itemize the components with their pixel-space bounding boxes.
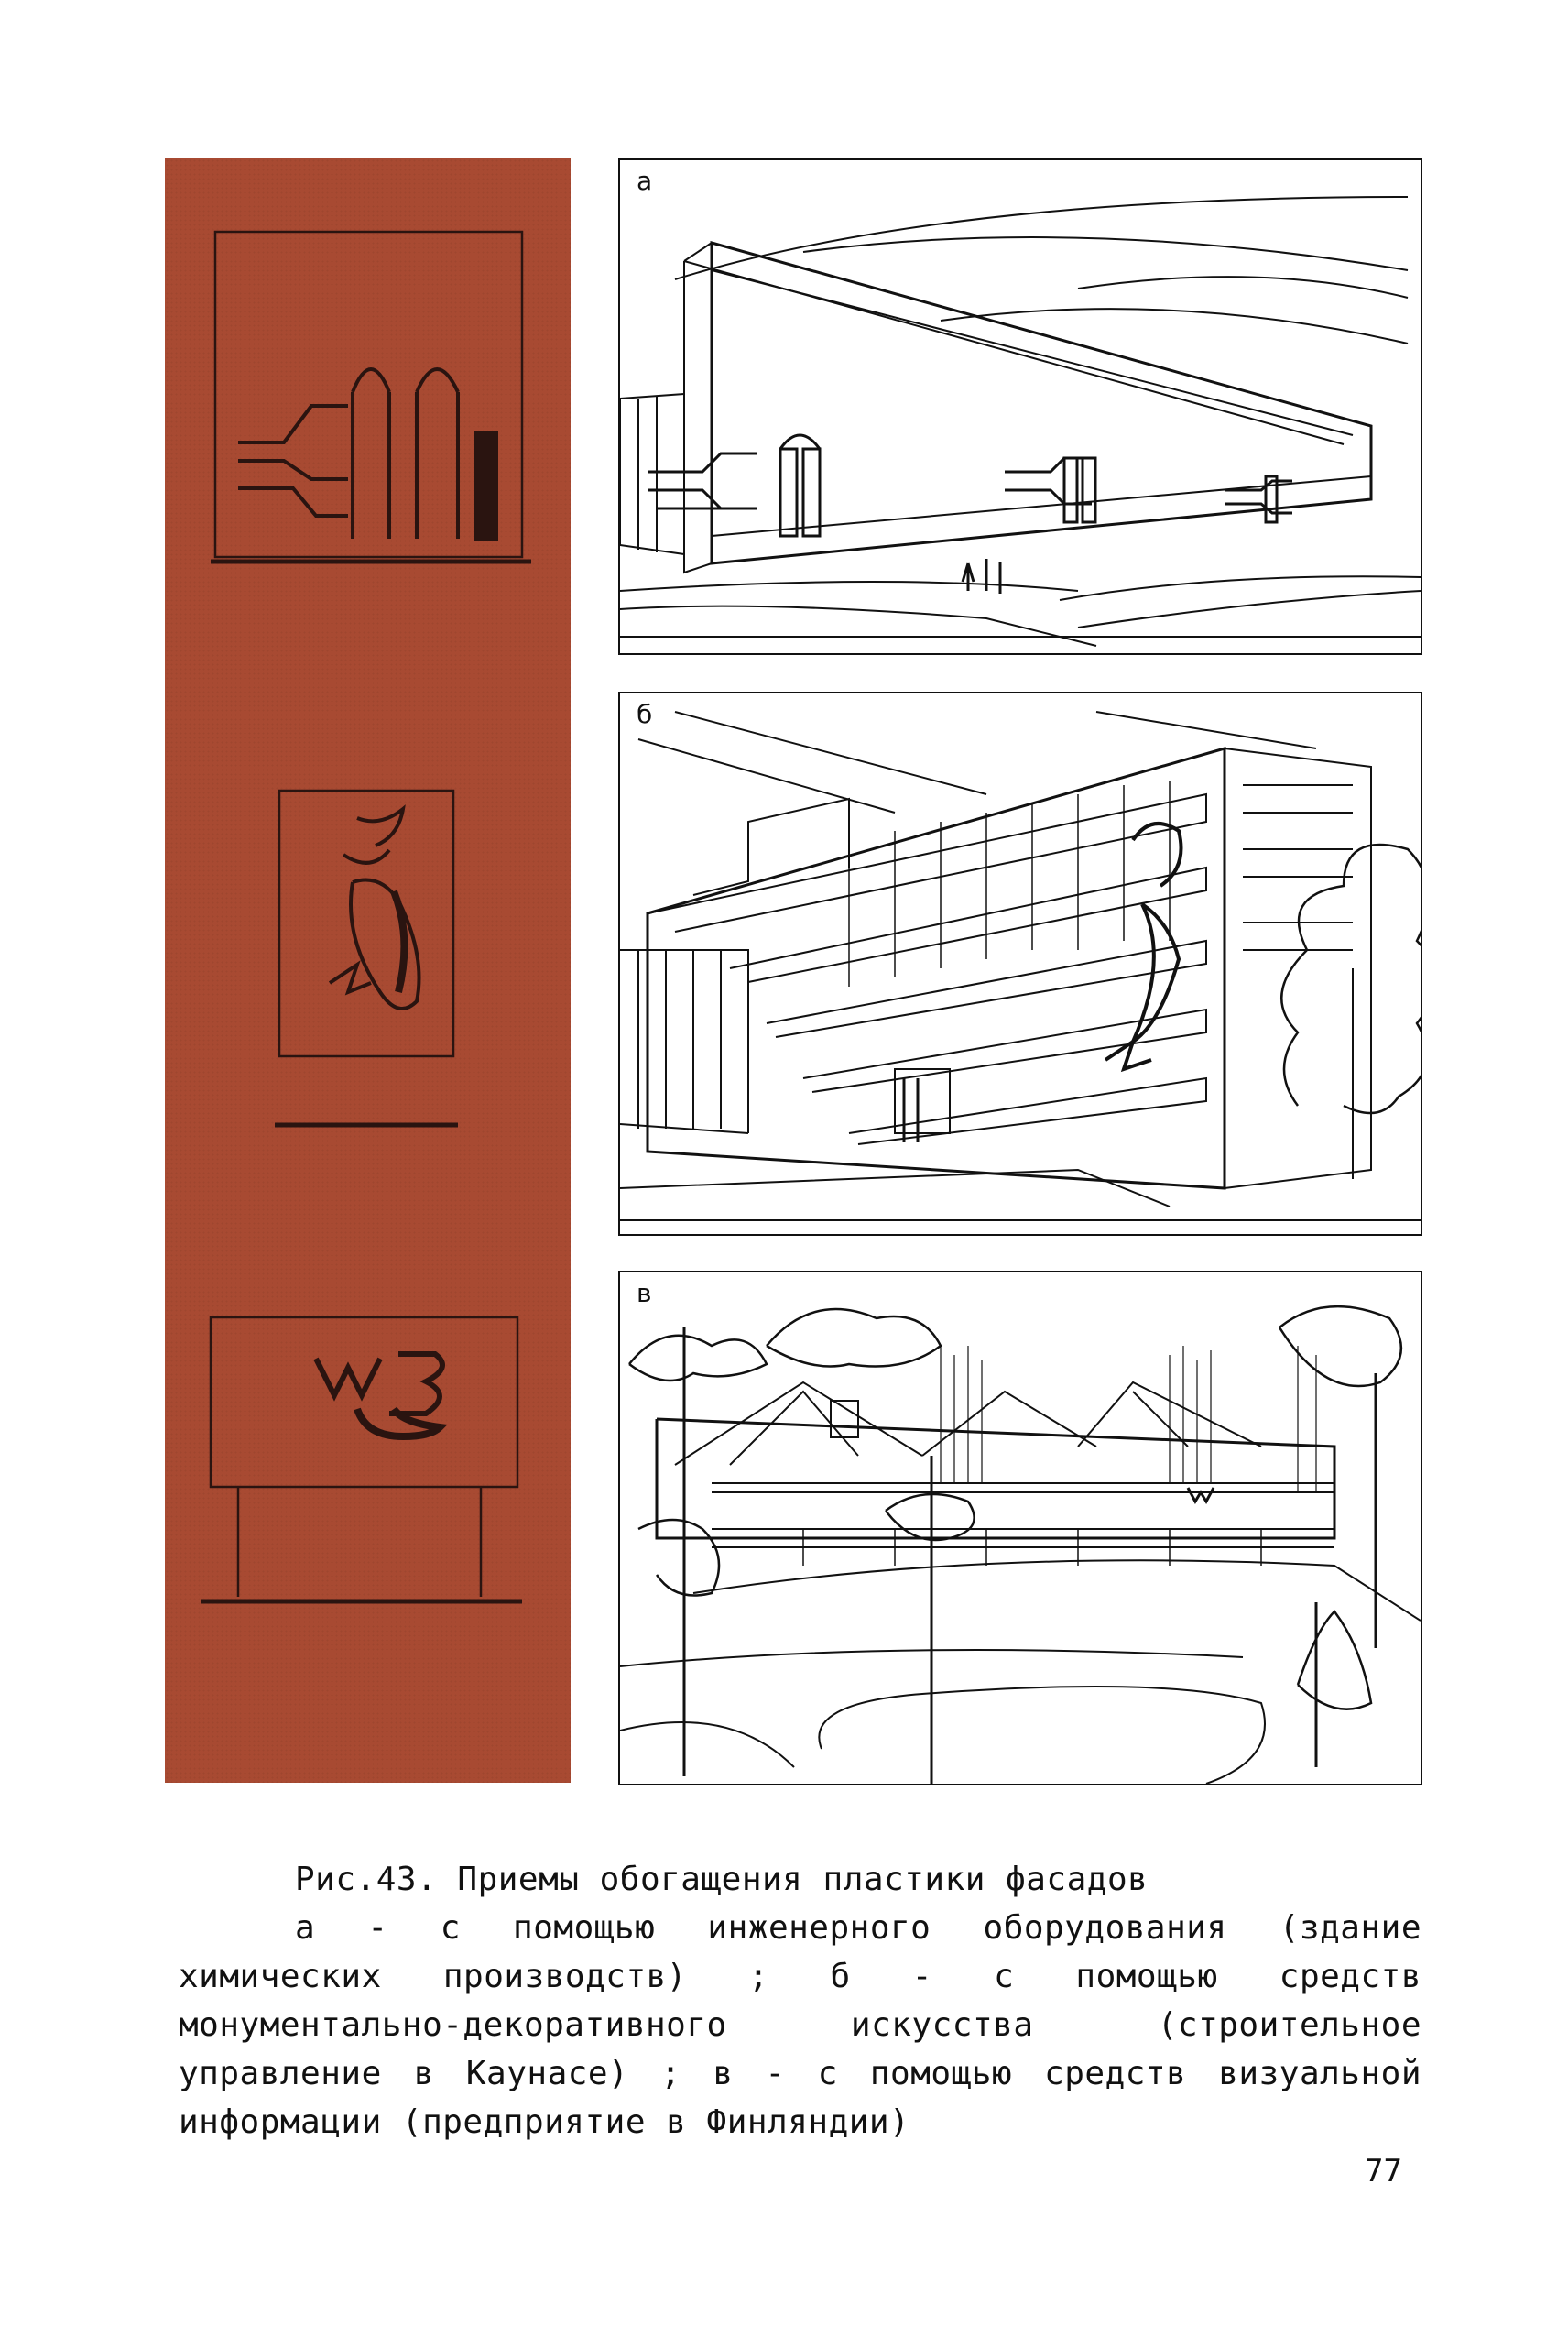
panel-label-a: а	[633, 166, 656, 196]
chemical-plant-drawing	[620, 160, 1421, 653]
kaunas-office-drawing	[620, 693, 1421, 1234]
emblem-1-pipes	[238, 369, 496, 539]
panel-label-b: б	[633, 699, 656, 729]
emblem-2-frame	[279, 791, 453, 1056]
emblem-panel	[165, 158, 571, 1783]
illustration-a	[618, 158, 1422, 655]
figure-caption	[179, 1855, 1421, 2146]
emblem-2-figure	[330, 809, 419, 1009]
emblem-drawings	[165, 158, 571, 1783]
page-number: 77	[1365, 2153, 1402, 2189]
illustration-b	[618, 692, 1422, 1236]
emblem-3-lettering	[316, 1354, 442, 1436]
emblem-3-frame	[211, 1317, 517, 1487]
illustration-c	[618, 1271, 1422, 1785]
caption-body: а - с помощью инженерного оборудования (здание химических производств) ; б - с помощью средств монументально-декоративного искусства (строительное управление в Каунасе) ; в - с помощью средств визуальной информации (предприятие в Финляндии)	[179, 1909, 1421, 2141]
caption-title: Рис.43. Приемы обогащения пластики фасадов	[295, 1861, 1149, 1898]
finland-enterprise-drawing	[620, 1272, 1421, 1784]
panel-label-c: в	[633, 1278, 656, 1308]
